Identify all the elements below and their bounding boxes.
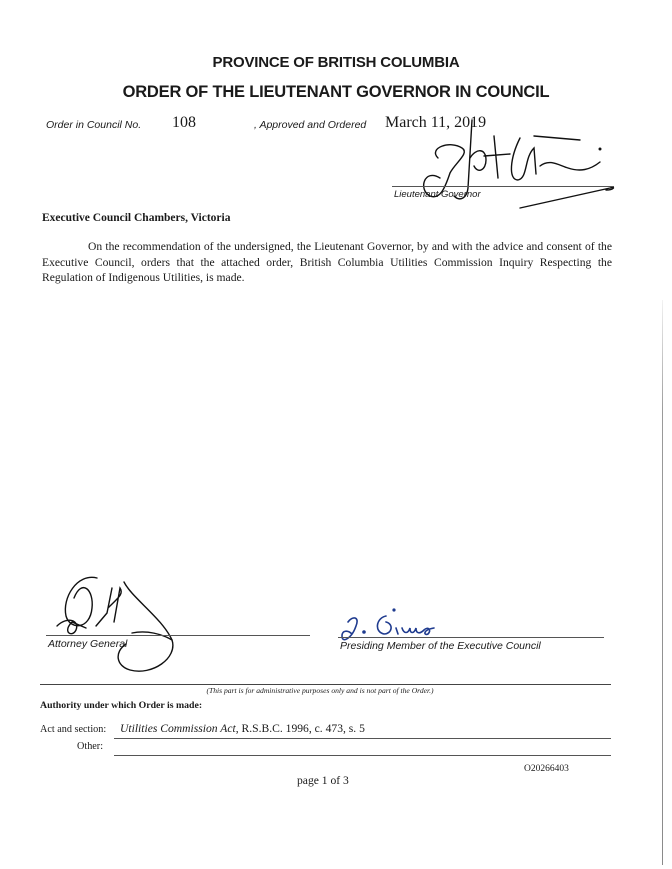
presiding-member-label: Presiding Member of the Executive Council: [340, 640, 541, 652]
order-paragraph: [42, 239, 612, 286]
act-section-label: Act and section:: [40, 724, 107, 735]
order-paragraph-text: On the recommendation of the undersigned, the Lieutenant Governor, by and with the advice and consent of the Executive Council, orders that the attached order, British Columbia Utilities Commission Inquiry Respecting the Regulation of Indigenous Utilities, is made.: [42, 240, 612, 284]
lieutenant-governor-label: Lieutenant Governor: [394, 189, 481, 200]
lieutenant-governor-signature-line: [392, 186, 614, 187]
authority-heading: Authority under which Order is made:: [40, 700, 203, 711]
document-title: ORDER OF THE LIEUTENANT GOVERNOR IN COUNCIL: [122, 83, 550, 101]
order-number-label: Order in Council No.: [46, 119, 142, 131]
attorney-general-label: Attorney General: [48, 638, 128, 650]
other-label: Other:: [77, 741, 104, 752]
admin-divider: [40, 684, 611, 685]
province-heading: PROVINCE OF BRITISH COLUMBIA: [212, 54, 460, 71]
attorney-general-signature-line: [46, 635, 310, 636]
page-number: page 1 of 3: [297, 774, 349, 787]
act-name: Utilities Commission Act: [120, 722, 236, 735]
act-citation: , R.S.B.C. 1996, c. 473, s. 5: [235, 722, 365, 735]
act-section-value: [120, 722, 365, 735]
act-section-line: [114, 738, 611, 739]
presiding-member-signature-line: [338, 637, 604, 638]
admin-note: (This part is for administrative purposes only and is not part of the Order.): [206, 686, 434, 695]
approved-label: , Approved and Ordered: [254, 119, 367, 131]
approval-date: March 11, 2019: [385, 114, 487, 131]
other-line: [114, 755, 611, 756]
order-number: 108: [172, 114, 196, 131]
scan-artifact-line: [662, 300, 663, 865]
attorney-general-signature: [52, 568, 192, 678]
location-heading: Executive Council Chambers, Victoria: [42, 212, 231, 224]
document-id: O20266403: [524, 764, 569, 774]
